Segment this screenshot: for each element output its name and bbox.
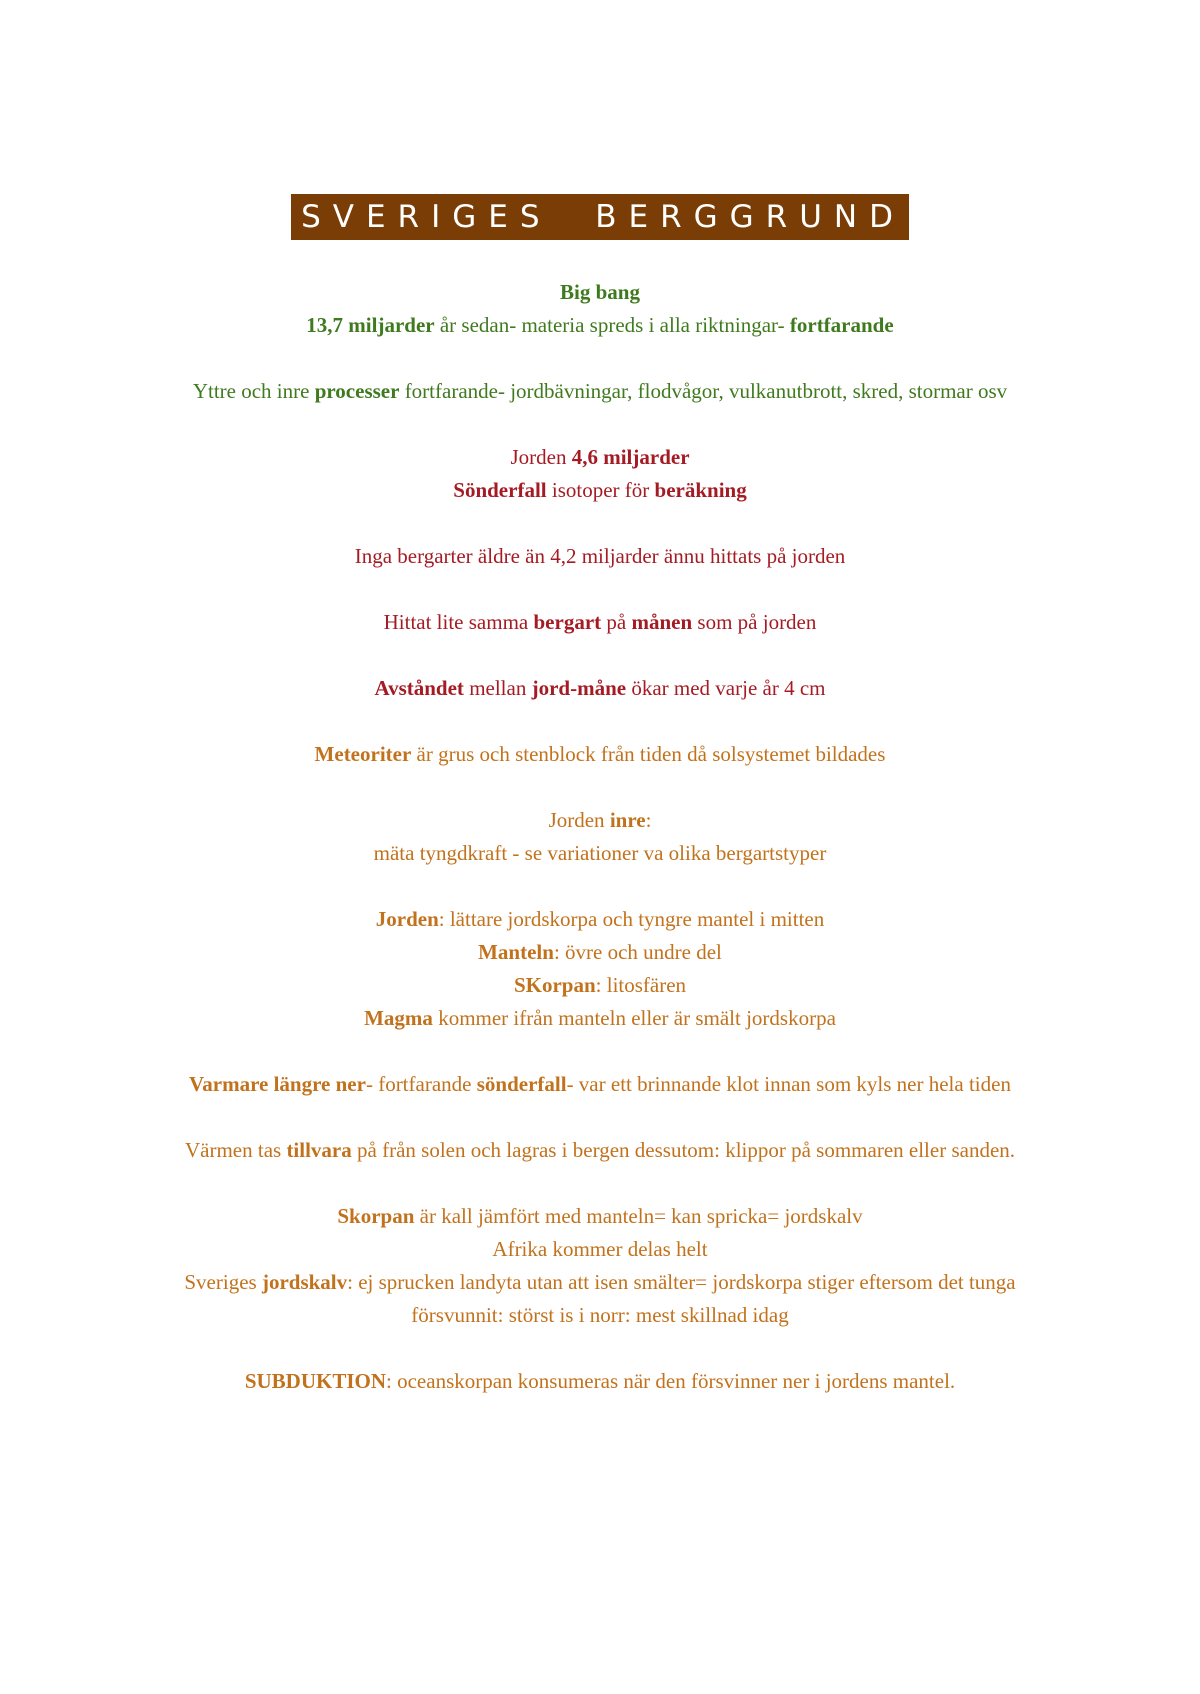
bold-text: fortfarande [789,313,894,337]
bold-text: Meteoriter [314,742,412,766]
paragraph-earth-interior [140,804,1060,870]
text: mellan [463,676,532,700]
bold-text: månen [631,610,693,634]
paragraph-big-bang [140,276,1060,342]
paragraph-meteorites [140,738,1060,771]
bold-text: Jorden [375,907,439,931]
document-title: SVERIGES BERGGRUND [291,194,909,240]
bold-text: processer [314,379,400,403]
text: - fortfarande [365,1072,477,1096]
text: : oceanskorpan konsumeras när den försvinner ner i jordens mantel. [386,1369,956,1393]
text: : ej sprucken landyta utan att isen smälter= jordskorpa stiger eftersom det tunga försvunnit: störst is i norr: mest skillnad idag [347,1270,1016,1327]
title-container [0,194,1200,240]
text: Sveriges [184,1270,262,1294]
paragraph-processes [140,375,1060,408]
paragraph-warmer-deeper [140,1068,1060,1101]
bold-text: Skorpan [337,1204,415,1228]
line-earth [140,903,1060,936]
text: är kall jämfört med manteln= kan spricka= jordskalv [414,1204,863,1228]
bold-text: Manteln [478,940,554,964]
line-magma [140,1002,1060,1035]
paragraph-heat-storage [140,1134,1060,1167]
text: Jorden [510,445,572,469]
text: ökar med varje år 4 cm [626,676,826,700]
bold-text: Varmare längre ner [189,1072,366,1096]
paragraph-distance [140,672,1060,705]
line-crust-cold [140,1200,1060,1233]
text: som på jorden [692,610,817,634]
bold-text: tillvara [286,1138,352,1162]
line-earth-interior [140,804,1060,837]
bold-text: sönderfall [476,1072,567,1096]
bold-text: beräkning [654,478,747,502]
text: isotoper för [546,478,655,502]
bold-text: Magma [364,1006,433,1030]
text: kommer ifrån manteln eller är smält jordskorpa [432,1006,836,1030]
bold-text: Sönderfall [453,478,547,502]
bold-text: inre [609,808,646,832]
text: Hittat lite samma [383,610,534,634]
line-crust [140,969,1060,1002]
bold-text: 4,6 miljarder [571,445,690,469]
paragraph-earth-age [140,441,1060,507]
line-gravity: mäta tyngdkraft - se variationer va olika bergartstyper [373,841,827,865]
bold-text: Big bang [560,280,640,304]
bold-text: Avståndet [374,676,464,700]
bold-text: 13,7 miljarder [306,313,435,337]
text: på [601,610,632,634]
paragraph-moon-rock [140,606,1060,639]
line-africa: Afrika kommer delas helt [492,1237,708,1261]
text: - var ett brinnande klot innan som kyls ner hela tiden [566,1072,1011,1096]
paragraph-subduction [140,1365,1060,1398]
text: : lättare jordskorpa och tyngre mantel i mitten [438,907,825,931]
bold-text: SKorpan [513,973,596,997]
text: fortfarande- jordbävningar, flodvågor, vulkanutbrott, skred, stormar osv [399,379,1008,403]
line-big-bang-detail [140,309,1060,342]
text: Värmen tas [184,1138,287,1162]
bold-text: bergart [533,610,602,634]
text: Jorden [548,808,610,832]
text: år sedan- materia spreds i alla riktningar- [434,313,790,337]
bold-text: jordskalv [261,1270,348,1294]
paragraph-oldest-rocks [140,540,1060,573]
paragraph-earthquakes [140,1200,1060,1332]
bold-text: SUBDUKTION [244,1369,387,1393]
bold-text: jord-måne [531,676,627,700]
text: på från solen och lagras i bergen dessutom: klippor på sommaren eller sanden. [351,1138,1016,1162]
paragraph-layers [140,903,1060,1035]
text: är grus och stenblock från tiden då solsystemet bildades [411,742,886,766]
line-mantle [140,936,1060,969]
line-decay [140,474,1060,507]
text: Inga bergarter äldre än 4,2 miljarder ännu hittats på jorden [354,544,846,568]
line-big-bang-heading [140,276,1060,309]
document-body [140,276,1060,1431]
text: : litosfären [595,973,687,997]
text: Yttre och inre [192,379,315,403]
text: : [645,808,652,832]
line-earth-age [140,441,1060,474]
text: : övre och undre del [553,940,722,964]
line-sweden-quakes [140,1266,1060,1332]
